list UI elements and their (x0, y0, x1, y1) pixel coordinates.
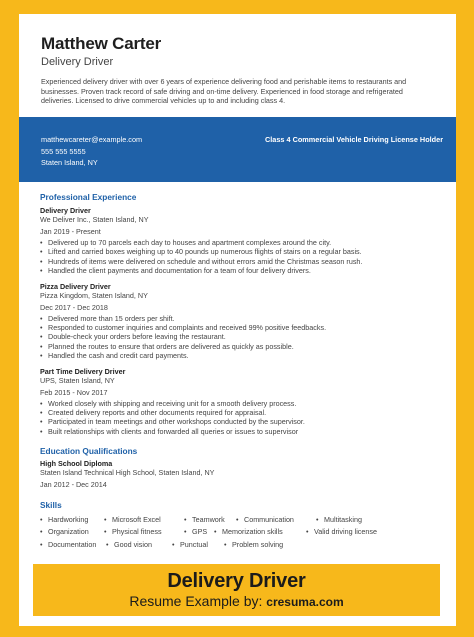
skill-item: • Physical fitness (104, 526, 184, 538)
skills-list (40, 514, 440, 551)
skill-item: • GPS (184, 526, 214, 538)
contact-band (19, 117, 456, 182)
list-item: • Hundreds of items were delivered on schedule and without errors amid the Christmas season rush. (40, 257, 440, 266)
resume-page (19, 14, 456, 626)
job-title: Part Time Delivery Driver (40, 366, 126, 376)
list-item: • Planned the routes to ensure that orders are delivered as quickly as possible. (40, 342, 440, 351)
job-title: Pizza Delivery Driver (40, 281, 111, 291)
job-bullets (40, 399, 440, 437)
job-entry (40, 367, 440, 437)
candidate-name: Matthew Carter (41, 34, 162, 53)
job-bullets (40, 314, 440, 361)
education-dates: Jan 2012 - Dec 2014 (40, 480, 107, 490)
list-item: • Worked closely with shipping and receiving unit for a smooth delivery process. (40, 399, 440, 408)
contact-details (41, 134, 142, 169)
skill-item: • Hardworking (40, 514, 104, 526)
skills-heading: Skills (40, 500, 62, 511)
skill-item: • Memorization skills (214, 526, 306, 538)
job-entry (40, 206, 440, 276)
job-dates: Dec 2017 - Dec 2018 (40, 302, 108, 312)
skills-row (40, 514, 440, 526)
job-company: UPS, Staten Island, NY (40, 375, 115, 385)
skill-item: • Good vision (106, 539, 172, 551)
skill-item: • Punctual (172, 539, 224, 551)
skill-item: • Organization (40, 526, 104, 538)
list-item: • Handled the cash and credit card payments. (40, 351, 440, 360)
skill-item: • Multitasking (316, 514, 362, 526)
list-item: • Delivered more than 15 orders per shift. (40, 314, 440, 323)
resume-body (40, 192, 440, 551)
job-bullets (40, 238, 440, 276)
list-item: • Built relationships with clients and forwarded all queries or issues to supervisor (40, 427, 440, 436)
experience-heading: Professional Experience (40, 192, 137, 202)
list-item: • Participated in team meetings and other workshops conducted by the supervisor. (40, 417, 440, 426)
list-item: • Lifted and carried boxes weighing up to 40 pounds up numerous flights of stairs on a regular basis. (40, 247, 440, 256)
skills-row (40, 526, 440, 538)
job-dates: Jan 2019 - Present (40, 227, 101, 236)
banner-subtitle-line (33, 593, 440, 609)
skill-item: • Problem solving (224, 539, 283, 551)
license-text: Class 4 Commercial Vehicle Driving License Holder (265, 135, 444, 144)
candidate-role: Delivery Driver (41, 56, 114, 68)
phone-text: 555 555 5555 (41, 146, 86, 156)
list-item: • Double-check your orders before leaving the restaurant. (40, 332, 440, 341)
job-dates: Feb 2015 - Nov 2017 (40, 387, 108, 397)
skill-item: • Microsoft Excel (104, 514, 184, 526)
job-entry (40, 282, 440, 361)
example-banner (33, 564, 440, 616)
list-item: • Delivered up to 70 parcels each day to houses and apartment complexes around the city. (40, 238, 440, 247)
degree-title: High School Diploma (40, 459, 113, 469)
list-item: • Handled the client payments and documentation for a team of four delivery drivers. (40, 266, 440, 275)
list-item: • Created delivery reports and other documents required for appraisal. (40, 408, 440, 417)
job-company: We Deliver Inc., Staten Island, NY (40, 215, 149, 224)
skill-item: • Documentation (40, 539, 106, 551)
list-item: • Responded to customer inquiries and complaints and received 99% positive feedbacks. (40, 323, 440, 332)
banner-site: cresuma.com (266, 595, 344, 609)
school-name: Staten Island Technical High School, Staten Island, NY (40, 468, 215, 478)
location-text: Staten Island, NY (41, 158, 98, 167)
resume-header (19, 14, 456, 106)
skills-row (40, 539, 440, 551)
summary-text: Experienced delivery driver with over 6 years of experience delivering food and perishable items to restaurants and businesses. Proven track record of safe driving and on-time delivery. Experienced in food storage and refrigerated deliveries. Licensed to drive commercial vehicles up to and including class 4. (41, 77, 407, 106)
job-company: Pizza Kingdom, Staten Island, NY (40, 290, 148, 300)
education-heading: Education Qualifications (40, 446, 138, 457)
job-title: Delivery Driver (40, 206, 91, 215)
banner-title: Delivery Driver (167, 570, 306, 592)
skill-item: • Teamwork (184, 514, 236, 526)
banner-subtitle: Resume Example by: (129, 593, 263, 609)
skill-item: • Valid driving license (306, 526, 377, 538)
email-text: matthewcareter@example.com (41, 135, 143, 144)
skill-item: • Communication (236, 514, 316, 526)
